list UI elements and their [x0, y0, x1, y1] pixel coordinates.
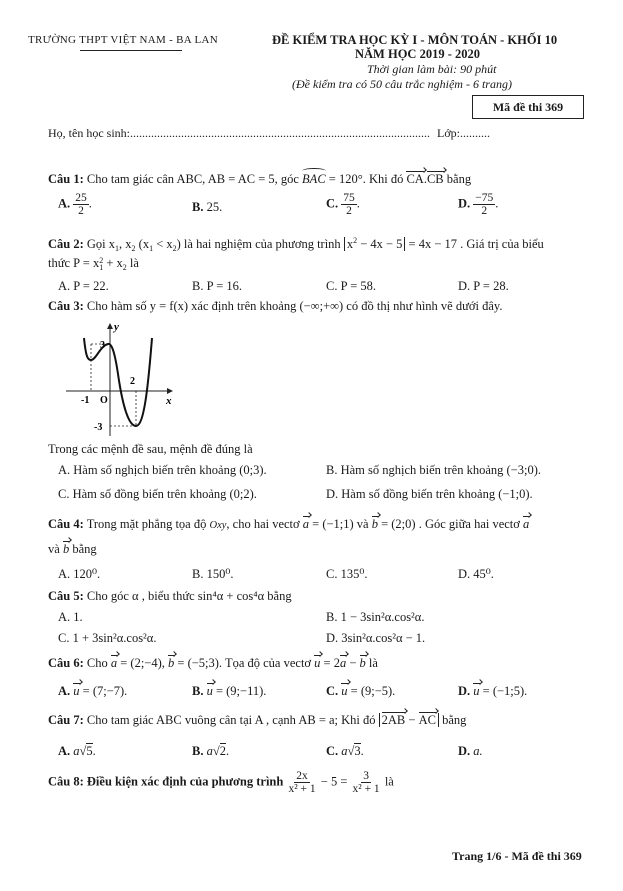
q6-c-vec: u	[341, 684, 348, 698]
q8-f2-den: x² + 1	[352, 783, 380, 796]
q4-vec-b: b	[371, 517, 378, 531]
q1-b-label: B.	[192, 200, 204, 214]
exam-duration: Thời gian làm bài: 90 phút	[367, 62, 497, 76]
q6-d-text: = (−1;5).	[482, 684, 528, 698]
q2-text-c: (x	[135, 237, 150, 251]
question-2	[48, 236, 544, 253]
q4-oxy: Oxy	[209, 520, 227, 531]
q2-label: Câu 2:	[48, 237, 84, 251]
q8-label: Câu 8:	[48, 774, 84, 789]
q1-option-c	[326, 192, 360, 217]
q6-option-d	[458, 684, 527, 699]
q2-option-b: B. P = 16.	[192, 279, 242, 293]
q2-line2-a: thức P = x	[48, 256, 100, 270]
q1-a-label: A.	[58, 196, 71, 211]
q1-option-d	[458, 192, 498, 217]
q6-b-text: = (9;−11).	[215, 684, 267, 698]
q5-option-c: C. 1 + 3sin²α.cos²α.	[58, 631, 157, 645]
q4-label: Câu 4:	[48, 517, 84, 531]
q1-a-frac	[73, 192, 89, 217]
q4-vec-a: a	[302, 517, 310, 531]
q4-option-c: C. 135⁰.	[326, 567, 368, 581]
q3-text: Cho hàm số y = f(x) xác định trên khoảng (−∞;+∞) có đồ thị như hình vẽ dưới đây.	[86, 299, 503, 313]
q6-label: Câu 6:	[48, 656, 84, 670]
q1-c-period: .	[356, 196, 360, 211]
q1-a-period: .	[88, 196, 92, 211]
q6-text-d: = 2	[323, 656, 340, 670]
q1-d-num: −75	[475, 192, 494, 204]
q7-c-radicand: 3	[354, 744, 361, 758]
question-7	[48, 713, 466, 728]
q1-option-b	[192, 200, 222, 215]
q7-abs	[379, 713, 439, 727]
q2-abs-b: − 4x − 5	[357, 237, 403, 251]
q1-vec-cb: CB	[426, 172, 444, 186]
q4-text-a: Trong mặt phẳng tọa độ	[86, 517, 207, 531]
q2-option-a: A. P = 22.	[58, 279, 109, 293]
q3-tick-origin: O	[100, 395, 108, 406]
q2-line2-sup: 2	[99, 255, 104, 265]
q4-text-c: = (−1;1) và	[312, 517, 369, 531]
q4-option-b: B. 150⁰.	[192, 567, 234, 581]
q1-d-den: 2	[481, 205, 488, 218]
q2-sub3: 1	[149, 244, 154, 253]
q7-b-end: .	[225, 744, 230, 758]
student-name-label: Họ, tên học sinh:	[48, 126, 130, 140]
question-4	[48, 517, 529, 532]
q8-mid: − 5 =	[320, 774, 348, 789]
q3-curve	[84, 338, 152, 426]
q7-c-label: C.	[326, 744, 339, 758]
q2-text-d: < x	[153, 237, 173, 251]
q4-line2-b: bằng	[72, 542, 97, 556]
q6-text-a: Cho	[86, 656, 108, 670]
question-1	[48, 172, 471, 187]
q6-text-f: là	[368, 656, 378, 670]
question-5	[48, 589, 292, 604]
school-year: NĂM HỌC 2019 - 2020	[355, 47, 480, 61]
q7-option-d	[458, 744, 483, 759]
q8-f2-num: 3	[363, 770, 369, 782]
q8-text-b: là	[384, 774, 394, 789]
q1-d-frac	[473, 192, 495, 217]
q2-option-c: C. P = 58.	[326, 279, 376, 293]
q7-vec-2ab: 2AB	[381, 713, 406, 727]
q6-text-b: = (2;−4),	[120, 656, 165, 670]
q4-option-a: A. 120⁰.	[58, 567, 101, 581]
q5-label: Câu 5:	[48, 589, 84, 603]
q3-option-b: B. Hàm số nghịch biến trên khoảng (−3;0).	[326, 463, 541, 477]
q2-text-b: , x	[119, 237, 132, 251]
q2-sub4: 2	[172, 244, 177, 253]
q7-c-var: a	[341, 744, 348, 758]
q7-vec-ac: AC	[418, 713, 436, 727]
exam-title: ĐỀ KIỂM TRA HỌC KỲ I - MÔN TOÁN - KHỐI 10	[272, 33, 558, 47]
q4-line2-a: và	[48, 542, 60, 556]
q1-d-label: D.	[458, 196, 471, 211]
q2-option-d: D. P = 28.	[458, 279, 509, 293]
q5-option-a: A. 1.	[58, 610, 83, 624]
q3-question: Trong các mệnh đề sau, mệnh đề đúng là	[48, 442, 253, 456]
q6-vec-b: b	[168, 656, 175, 670]
q7-d-var: a.	[473, 744, 483, 758]
q6-d-vec: u	[473, 684, 480, 698]
question-6	[48, 656, 378, 671]
q1-option-a	[58, 192, 92, 217]
q8-frac-1	[286, 770, 317, 795]
exam-note: (Đề kiểm tra có 50 câu trắc nghiệm - 6 trang)	[292, 77, 512, 91]
q2-line2-sub2: 2	[122, 263, 127, 272]
q1-c-label: C.	[326, 196, 339, 211]
q7-option-c: C. a√3.	[326, 744, 364, 758]
page-footer: Trang 1/6 - Mã đề thi 369	[452, 849, 582, 863]
q6-option-c	[326, 684, 395, 699]
q6-c-text: = (9;−5).	[350, 684, 396, 698]
q7-minus: −	[405, 713, 419, 727]
q4-vec-a2: a	[523, 517, 530, 531]
student-info-line	[48, 126, 490, 141]
student-name-dots: ....................................................................................................	[130, 126, 430, 140]
q1-a-den: 2	[78, 205, 84, 218]
q4-line2	[48, 542, 97, 557]
q7-a-label: A.	[58, 744, 71, 758]
exam-code: Mã đề thi 369	[492, 99, 564, 114]
q7-text-a: Cho tam giác ABC vuông cân tại A , cạnh AB = a; Khi đó	[86, 713, 376, 727]
q8-text-a: Điều kiện xác định của phương trình	[86, 774, 284, 789]
q1-label: Câu 1:	[48, 172, 84, 186]
q6-option-b	[192, 684, 266, 699]
q6-d-label: D.	[458, 684, 471, 698]
q4-option-d: D. 45⁰.	[458, 567, 494, 581]
q3-option-c: C. Hàm số đồng biến trên khoảng (0;2).	[58, 487, 257, 501]
q1-angle: BAC	[302, 172, 326, 186]
q6-vec-b2: b	[359, 656, 366, 670]
q7-b-radicand: 2	[219, 744, 226, 758]
class-label: Lớp:	[437, 126, 461, 140]
q1-text-a: Cho tam giác cân ABC, AB = AC = 5, góc	[86, 172, 299, 186]
q1-text-c: bằng	[446, 172, 472, 186]
q2-line2-c: là	[126, 256, 139, 270]
question-3	[48, 299, 502, 314]
q6-c-label: C.	[326, 684, 339, 698]
q1-b-value: 25.	[206, 200, 223, 214]
q7-option-a: A. a√5.	[58, 744, 96, 758]
q7-c-end: .	[360, 744, 364, 758]
q3-y-label: y	[114, 321, 119, 333]
q1-a-num: 25	[75, 192, 87, 204]
q6-a-text: = (7;−7).	[82, 684, 128, 698]
q1-c-frac	[341, 192, 357, 217]
q3-tick-minus1: -1	[81, 395, 90, 406]
q6-vec-a: a	[110, 656, 118, 670]
school-underline	[80, 50, 182, 51]
q2-line2-sub1: 1	[99, 263, 104, 273]
q7-b-label: B.	[192, 744, 204, 758]
q5-option-d: D. 3sin²α.cos²α − 1.	[326, 631, 426, 645]
q3-tick-2: 2	[130, 376, 135, 387]
q4-text-b: , cho hai vectơ	[226, 517, 300, 531]
q2-text-a: Gọi x	[86, 237, 116, 251]
q2-line2-b: + x	[103, 256, 123, 270]
q6-text-c: = (−5;3). Tọa độ của vectơ	[177, 656, 312, 670]
q7-a-var: a	[73, 744, 80, 758]
q3-x-label: x	[166, 395, 172, 407]
q6-option-a	[58, 684, 127, 699]
school-name: TRƯỜNG THPT VIỆT NAM - BA LAN	[28, 34, 218, 46]
q6-vec-a2: a	[339, 656, 347, 670]
q1-text-b: = 120°. Khi đó	[328, 172, 404, 186]
q5-text: Cho góc α , biểu thức sin⁴α + cos⁴α bằng	[86, 589, 292, 603]
q6-b-vec: u	[206, 684, 213, 698]
q2-sub1: 1	[115, 244, 120, 253]
q4-text-d: = (2;0) . Góc giữa hai vectơ	[381, 517, 520, 531]
q8-f1-den: x² + 1	[288, 783, 316, 796]
exam-code-box	[472, 95, 584, 119]
q6-a-vec: u	[73, 684, 80, 698]
q7-a-radicand: 5	[86, 744, 93, 758]
q8-f1-num: 2x	[296, 770, 308, 782]
q3-option-d: D. Hàm số đồng biến trên khoảng (−1;0).	[326, 487, 533, 501]
q7-a-end: .	[92, 744, 96, 758]
q4-vec-b2: b	[62, 542, 70, 556]
q6-text-e: −	[349, 656, 357, 670]
q2-abs-a: x	[346, 237, 354, 251]
q6-a-label: A.	[58, 684, 71, 698]
q3-function-graph	[60, 318, 180, 440]
q2-line2	[48, 256, 139, 272]
q1-d-period: .	[495, 196, 499, 211]
q7-text-b: bằng	[442, 713, 467, 727]
q2-text-f: = 4x − 17 . Giá trị của biểu	[408, 237, 544, 251]
q1-dot: .	[423, 172, 427, 186]
q3-label: Câu 3:	[48, 299, 84, 313]
q3-tick-3: 3	[100, 340, 105, 351]
q3-tick-minus3: -3	[94, 422, 103, 433]
q2-abs	[344, 237, 406, 251]
q5-option-b: B. 1 − 3sin²α.cos²α.	[326, 610, 425, 624]
q6-b-label: B.	[192, 684, 204, 698]
q1-vec-ca: CA	[406, 172, 424, 186]
q2-sub2: 2	[131, 244, 136, 253]
q7-b-var: a	[206, 744, 213, 758]
q8-frac-2	[351, 770, 382, 795]
q7-label: Câu 7:	[48, 713, 84, 727]
q7-option-b: B. a√2.	[192, 744, 230, 758]
q2-text-e: ) là hai nghiệm của phương trình	[176, 237, 341, 251]
class-dots: ..........	[460, 126, 491, 140]
q1-c-den: 2	[346, 205, 352, 218]
q7-d-label: D.	[458, 744, 471, 758]
question-8	[48, 770, 394, 795]
q6-vec-u: u	[314, 656, 321, 670]
q3-option-a: A. Hàm số nghịch biến trên khoảng (0;3).	[58, 463, 267, 477]
q2-abs-sup: 2	[353, 236, 358, 245]
q1-c-num: 75	[343, 192, 355, 204]
